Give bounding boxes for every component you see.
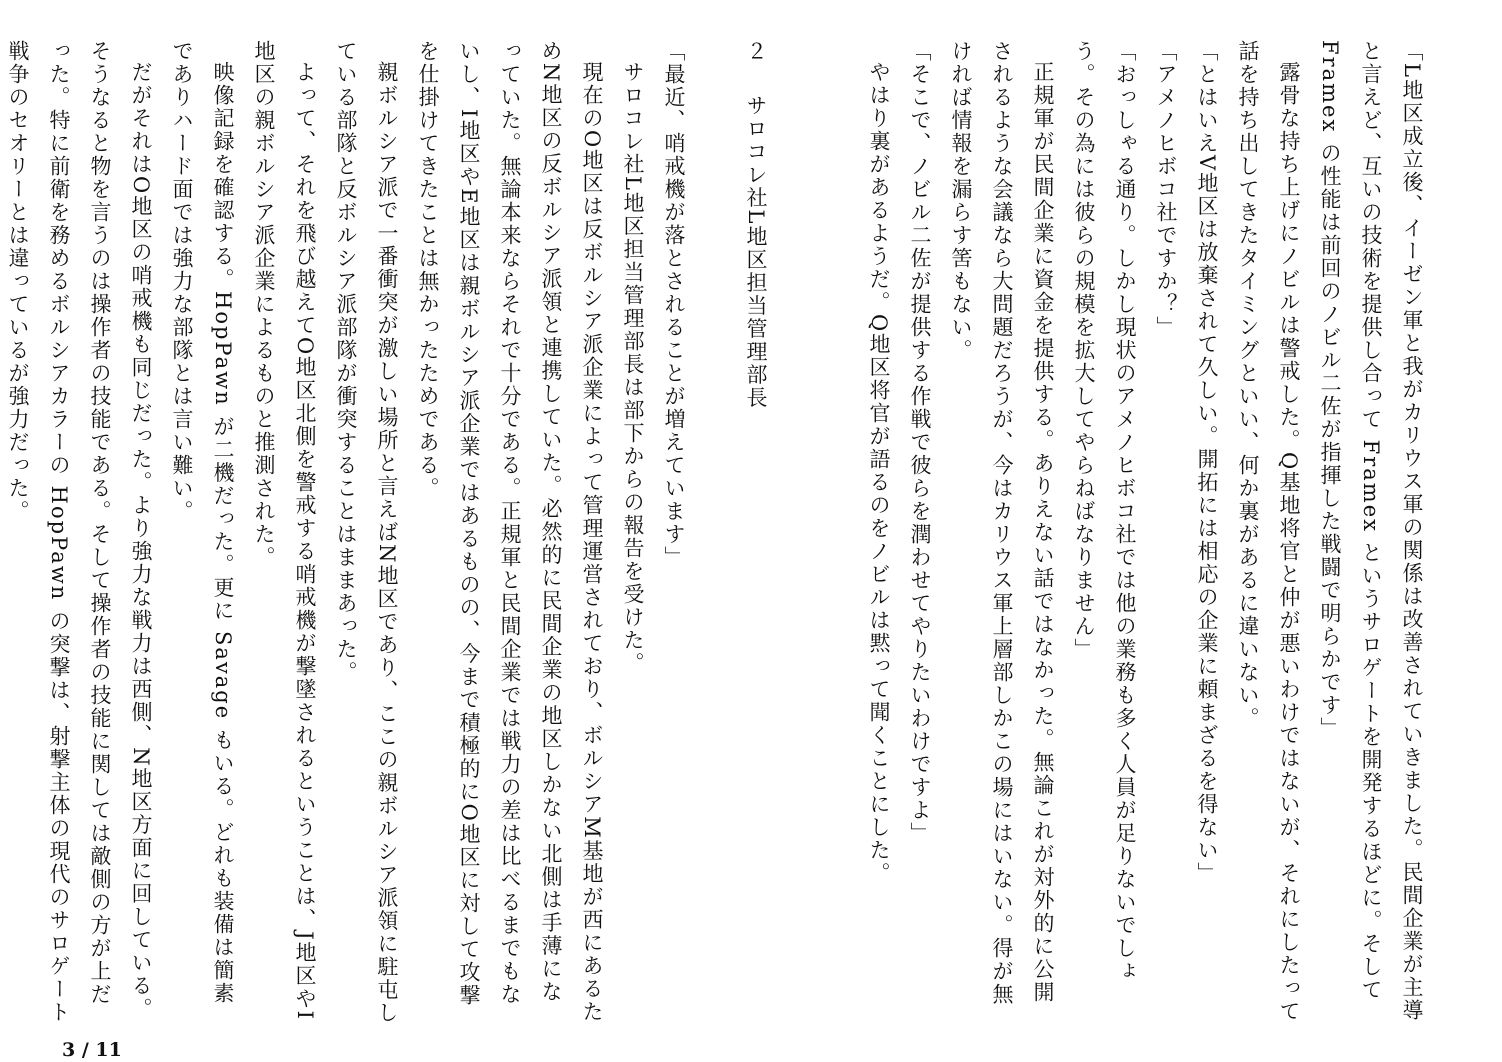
blank-line: [694, 40, 735, 1025]
paragraph: やはり裏があるようだ。Q地区将官が語るのをノビルは黙って聞くことにした。: [867, 61, 891, 886]
paragraph: 「L地区成立後、イーゼン軍と我がカリウス軍の関係は改善されていきました。民間企業が主導と言えど、互いの技術を提供し合って Framex というサロゲートを開発するほどに。そして Framex の性能は前回のノビル二佐が指揮した戦闘で明らかです」: [1318, 40, 1424, 1022]
section-number: ２: [744, 40, 768, 63]
paragraph: 露骨な持ち上げにノビルは警戒した。Q基地将官と仲が悪いわけではないが、それにしたって話を持ち出してきたタイミングといい、何か裏があるに違いない。: [1236, 40, 1301, 1024]
blank-line: [776, 40, 817, 1025]
blank-line: [817, 40, 858, 1025]
paragraph: 「そこで、ノビル二佐が提供する作戦で彼らを潤わせてやりたいわけですよ」: [908, 40, 932, 845]
vertical-text-body: [6, 40, 1432, 1025]
paragraph: サロコレ社L地区担当管理部長は部下からの報告を受けた。: [621, 61, 645, 675]
paragraph: 「最近、哨戒機が落とされることが増えています」: [662, 40, 686, 569]
paragraph: 「おっしゃる通り。しかし現状のアメノヒボコ社では他の業務も多く人員が足りないでしょう。その為には彼らの規模を拡大してやらねばなりません」: [1072, 40, 1137, 983]
section-heading: [735, 40, 776, 1025]
paragraph: 現在のO地区は反ボルシア派企業によって管理運営されており、ボルシアM基地が西にあるためN地区の反ボルシア派領と連携していた。必然的に民間企業の地区しかない北側は手薄になっていた。無論本来ならそれで十分である。正規軍と民間企業では戦力の差は比べるまでもないし、I地区やE地区は親ボルシア派企業ではあるものの、今まで積極的にO地区に対して攻撃を仕掛けてきたことは無かったためである。: [416, 40, 604, 1024]
paragraph: 映像記録を確認する。HopPawn が二機だった。更に Savage もいる。どれも装備は簡素でありハード面では強力な部隊とは言い難い。: [170, 40, 235, 1005]
page-number: 3 / 11: [62, 1039, 122, 1061]
paragraph: 正規軍が民間企業に資金を提供する。ありえない話ではなかった。無論これが対外的に公開されるような会議なら大問題だろうが、今はカリウス軍上層部しかこの場にはいない。得が無ければ情報を漏らす筈もない。: [949, 40, 1055, 1006]
paragraph: 「アメノヒボコ社ですか？」: [1154, 40, 1178, 339]
paragraph: だがそれはO地区の哨戒機も同じだった。より強力な戦力は西側、N地区方面に回している。そうなると物を言うのは操作者の技能である。そして操作者の技能に関しては敵側の方が上だった。特に前衛を務めるボルシアカラーの HopPawn の突撃は、射撃主体の現代のサロゲート戦争のセオリーとは違っているが強力だった。: [6, 40, 153, 1024]
paragraph: よって、それを飛び越えてO地区北側を警戒する哨戒機が撃墜されるということは、J地区やI地区の親ボルシア派企業によるものと推測された。: [252, 40, 317, 1021]
section-title: サロコレ社L地区担当管理部長: [744, 94, 768, 410]
paragraph: 親ボルシア派で一番衝突が激しい場所と言えばN地区であり、ここの親ボルシア派領に駐屯している部隊と反ボルシア派部隊が衝突することはままあった。: [334, 40, 399, 1025]
paragraph: 「とはいえV地区は放棄されて久しい。開拓には相応の企業に頼まざるを得ない」: [1195, 40, 1219, 886]
